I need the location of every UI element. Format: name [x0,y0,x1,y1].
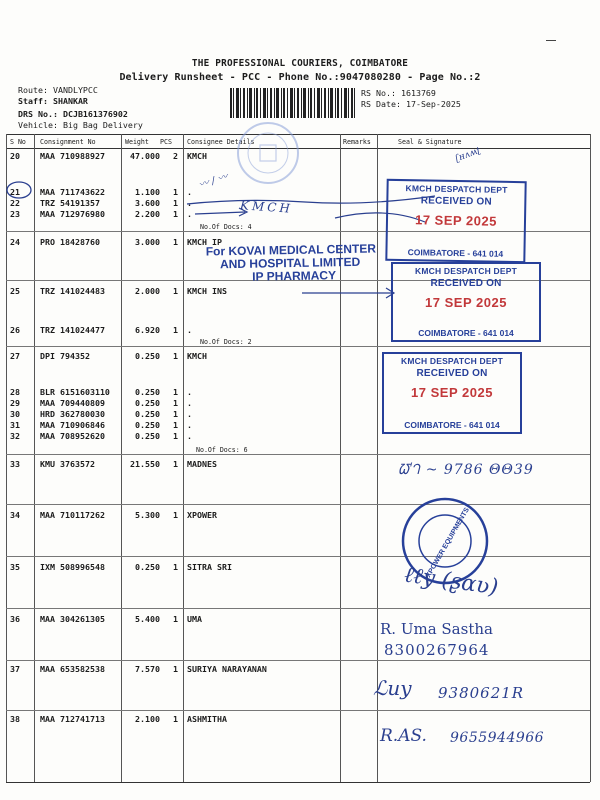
row-pcs: 1 [173,714,178,724]
row-consignment-no: HRD 362780030 [40,409,105,419]
row-weight: 5.300 [135,510,160,520]
row-consignment-no: BLR 6151603110 [40,387,110,397]
row-consignee: . [187,387,192,397]
row-sno: 38 [10,714,20,724]
row-pcs: 1 [173,351,178,361]
despatch-stamp-3: KMCH DESPATCH DEPT RECEIVED ON 17 SEP 2025 COIMBATORE - 641 014 [382,352,522,434]
drs-label: DRS No.: DCJB161376902 [18,109,128,119]
row-sno: 35 [10,562,20,572]
row-weight: 0.250 [135,351,160,361]
signature-35: ℓℓy (ʂɑʋ) [402,562,500,601]
rs-date: RS Date: 17-Sep-2025 [361,99,461,109]
row-weight: 3.600 [135,198,160,208]
row-pcs: 1 [173,510,178,520]
despatch-stamp-1: KMCH DESPATCH DEPT RECEIVED ON 17 SEP 2025 COIMBATORE - 641 014 [385,179,526,263]
row-weight: 7.570 [135,664,160,674]
company-title: THE PROFESSIONAL COURIERS, COIMBATORE [191,58,409,69]
row-consignment-no: MAA 710988927 [40,151,105,161]
row-pcs: 1 [173,614,178,624]
row-pcs: 1 [173,286,178,296]
row-consignee: ASHMITHA [187,714,227,724]
row-consignment-no: MAA 708952620 [40,431,105,441]
row-weight: 0.250 [135,562,160,572]
row-weight: 0.250 [135,431,160,441]
row-weight: 0.250 [135,398,160,408]
circle-mark-icon [4,180,34,200]
row-pcs: 1 [173,431,178,441]
col-seal: Seal & Signature [398,138,462,146]
corner-mark [546,40,556,41]
doc-count-2: No.Of Docs: 2 [200,338,252,346]
row-consignee: . [187,198,192,208]
row-consignee: KMCH IP [187,237,222,247]
svg-text:XPOWER EQUIPMENTS: XPOWER EQUIPMENTS [425,506,471,579]
row-consignment-no: TRZ 141024477 [40,325,105,335]
signature-36-name: R. Uma Sastha [380,620,493,638]
row-sno: 28 [10,387,20,397]
row-pcs: 1 [173,562,178,572]
runsheet-title: Delivery Runsheet - PCC - Phone No.:9047080280 - Page No.:2 [119,72,481,83]
row-weight: 2.200 [135,209,160,219]
row-consignment-no: MAA 712976980 [40,209,105,219]
row-consignment-no: IXM 508996548 [40,562,105,572]
col-weight: Weight [125,138,149,146]
row-sno: 26 [10,325,20,335]
arrow-icon [300,285,400,301]
row-pcs: 1 [173,664,178,674]
row-pcs: 1 [173,187,178,197]
row-consignee: MADNES [187,459,217,469]
row-consignment-no: MAA 710117262 [40,510,105,520]
row-weight: 1.100 [135,187,160,197]
row-sno: 20 [10,151,20,161]
row-sno: 24 [10,237,20,247]
rs-number: RS No.: 1613769 [361,88,436,98]
staff-label: Staff: SHANKAR [18,96,88,106]
row-pcs: 1 [173,409,178,419]
row-consignee: KMCH [187,351,207,361]
row-weight: 0.250 [135,387,160,397]
row-weight: 0.250 [135,420,160,430]
row-consignee: KMCH [187,151,207,161]
row-pcs: 1 [173,459,178,469]
row-sno: 21 [10,187,20,197]
signature-37: ℒuy [373,676,412,700]
row-pcs: 1 [173,420,178,430]
row-weight: 47.000 [130,151,160,161]
row-sno: 33 [10,459,20,469]
row-consignee: . [187,209,192,219]
pharmacy-stamp: For KOVAI MEDICAL CENTER AND HOSPITAL LIMITED IP PHARMACY [205,241,377,284]
row-sno: 27 [10,351,20,361]
signature-38-phone: 9655944966 [450,730,545,746]
row-weight: 5.400 [135,614,160,624]
row-consignment-no: MAA 710906846 [40,420,105,430]
row-weight: 2.100 [135,714,160,724]
row-consignment-no: MAA 304261305 [40,614,105,624]
signature-37-phone: 9380621R [438,684,525,702]
row-pcs: 2 [173,151,178,161]
row-sno: 29 [10,398,20,408]
handwritten-signature-top: ʗʜʌʍʈ [454,145,483,165]
signature-38: R.AS. [380,726,427,746]
row-pcs: 1 [173,387,178,397]
row-weight: 2.000 [135,286,160,296]
barcode-image [230,88,356,118]
row-consignment-no: MAA 712741713 [40,714,105,724]
handwritten-note: 〰︎ ∕ 〰︎ [197,171,230,192]
row-consignment-no: MAA 711743622 [40,187,105,197]
row-weight: 0.250 [135,409,160,419]
despatch-stamp-2: KMCH DESPATCH DEPT RECEIVED ON 17 SEP 2025 COIMBATORE - 641 014 [391,262,541,342]
col-remarks: Remarks [343,138,371,146]
row-consignee: SITRA SRI [187,562,232,572]
row-consignment-no: TRZ 141024483 [40,286,105,296]
row-sno: 37 [10,664,20,674]
row-consignment-no: KMU 3763572 [40,459,95,469]
row-pcs: 1 [173,325,178,335]
row-consignment-no: PRO 18428760 [40,237,100,247]
row-consignment-no: DPI 794352 [40,351,90,361]
route-label: Route: VANDLYPCC [18,85,98,95]
row-sno: 22 [10,198,20,208]
col-consignment: Consignment No [40,138,96,146]
doc-count-1: No.Of Docs: 4 [200,223,252,231]
row-pcs: 1 [173,237,178,247]
row-consignee: . [187,409,192,419]
row-consignee: SURIYA NARAYANAN [187,664,267,674]
vehicle-label: Vehicle: Big Bag Delivery [18,120,143,130]
row-consignee: . [187,398,192,408]
row-consignee: XPOWER [187,510,217,520]
doc-count-3: No.Of Docs: 6 [196,446,248,454]
row-consignee: UMA [187,614,202,624]
row-pcs: 1 [173,198,178,208]
row-consignee: . [187,187,192,197]
col-sno: S No [10,138,26,146]
row-sno: 30 [10,409,20,419]
row-consignment-no: TRZ 54191357 [40,198,100,208]
row-consignment-no: MAA 709440809 [40,398,105,408]
row-weight: 6.920 [135,325,160,335]
row-pcs: 1 [173,209,178,219]
row-pcs: 1 [173,398,178,408]
row-consignee: . [187,325,192,335]
row-sno: 34 [10,510,20,520]
col-pcs: PCS [160,138,172,146]
row-consignee: . [187,431,192,441]
handwritten-kmch: KMCH [239,198,294,216]
row-weight: 21.550 [130,459,160,469]
row-sno: 31 [10,420,20,430]
row-weight: 3.000 [135,237,160,247]
row-sno: 36 [10,614,20,624]
col-consignee: Consignee Details [187,138,255,146]
row-sno: 25 [10,286,20,296]
row-consignee: KMCH INS [187,286,227,296]
row-consignment-no: MAA 653582538 [40,664,105,674]
row-sno: 23 [10,209,20,219]
row-consignee: . [187,420,192,430]
row-sno: 32 [10,431,20,441]
signature-36-phone: 8300267964 [384,641,490,659]
signature-33: ᘺᘃ ~ 9786 ΘΘ39 [398,462,534,478]
